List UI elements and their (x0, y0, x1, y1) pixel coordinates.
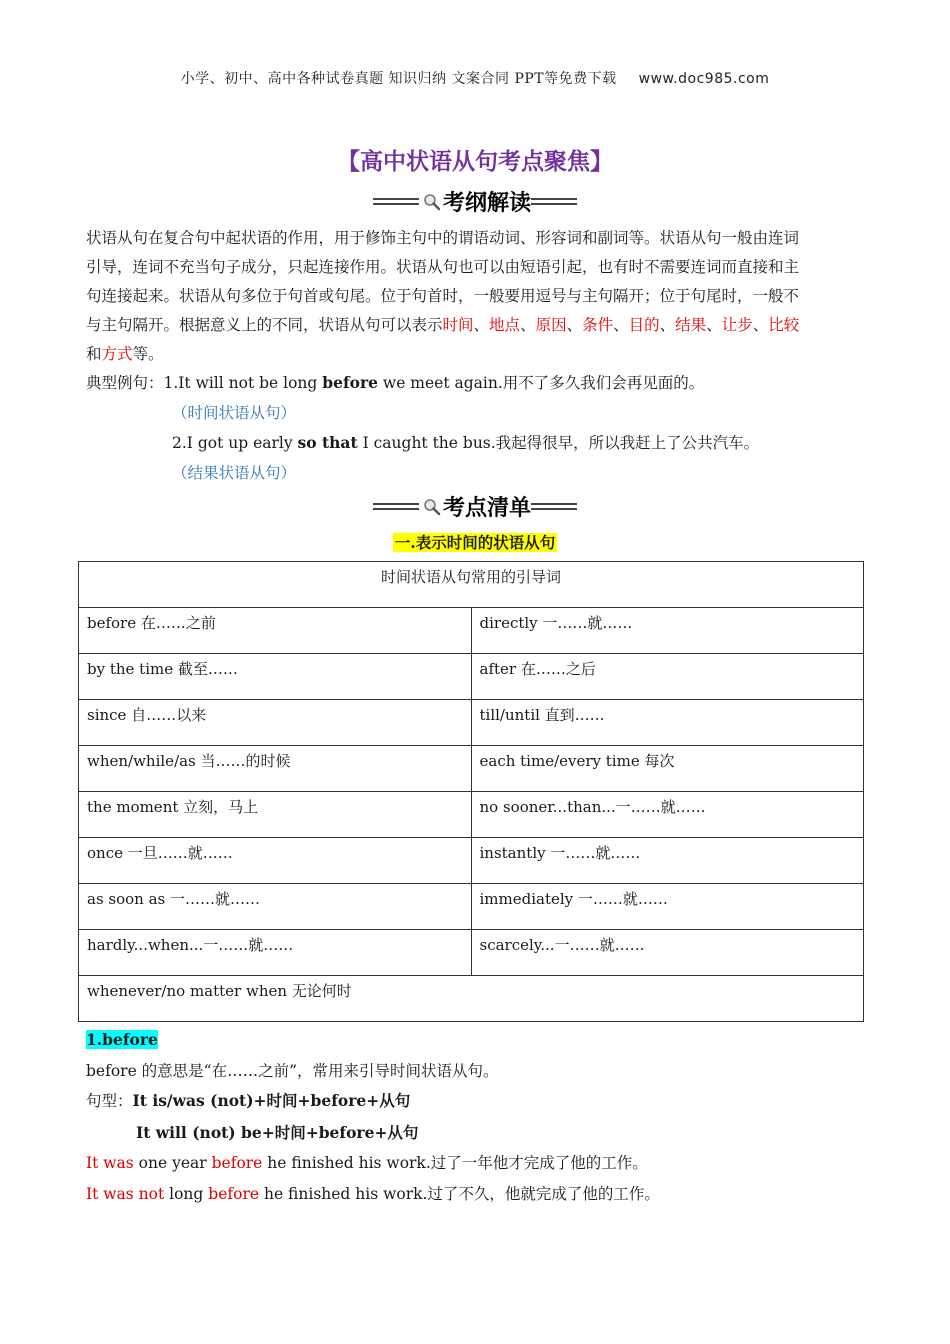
example-text: he finished his work.过了一年他才完成了他的工作。 (262, 1154, 648, 1172)
table-row (79, 746, 864, 792)
type-place: 地点 (489, 316, 521, 334)
table-cell: as soon as 一……就…… (79, 884, 472, 930)
subsection-title-text: 一.表示时间的状语从句 (394, 533, 556, 552)
section-heading-text: 考点清单 (442, 495, 531, 521)
table-cell: till/until 直到…… (471, 700, 864, 746)
example-keyword: before (322, 373, 378, 392)
type-result: 结果 (675, 316, 707, 334)
example-1 (86, 371, 704, 393)
separator: 、 (613, 316, 629, 334)
type-purpose: 目的 (628, 316, 660, 334)
paragraph-line (86, 340, 864, 369)
separator: 、 (706, 316, 722, 334)
section-heading-text: 考纲解读 (442, 190, 531, 216)
pattern-text: It is/was (not)+时间+before+从句 (132, 1091, 411, 1110)
example-text: we meet again.用不了多久我们会再见面的。 (378, 374, 705, 392)
double-rule-right (531, 503, 577, 510)
example-2 (172, 431, 759, 453)
table-cell: when/while/as 当……的时候 (79, 746, 472, 792)
table-row (79, 654, 864, 700)
type-concession: 让步 (721, 316, 753, 334)
table-row (79, 838, 864, 884)
separator: 、 (520, 316, 536, 334)
table-cell: directly 一……就…… (471, 608, 864, 654)
table-cell: scarcely...一……就…… (471, 930, 864, 976)
page-header (0, 68, 950, 88)
before-description: before 的意思是“在……之前”，常用来引导时间状语从句。 (86, 1062, 499, 1080)
end-word: 等。 (132, 345, 164, 363)
page-title: 【高中状语从句考点聚焦】 (337, 148, 613, 175)
type-manner: 方式 (101, 345, 133, 363)
pattern-text: It will (not) be+时间+before+从句 (136, 1123, 419, 1142)
table-header-cell: 时间状语从句常用的引导词 (79, 562, 864, 608)
paragraph-line: 状语从句在复合句中起状语的作用，用于修饰主句中的谓语动词、形容词和副词等。状语从句一般由连词 (86, 229, 800, 247)
table-cell: hardly...when...一……就…… (79, 930, 472, 976)
syllabus-paragraph (86, 224, 864, 369)
table-cell: the moment 立刻，马上 (79, 792, 472, 838)
before-example-1 (86, 1151, 648, 1173)
example-text: I caught the bus.我起得很早，所以我赶上了公共汽车。 (357, 434, 760, 452)
example-text: he finished his work.过了不久，他就完成了他的工作。 (259, 1185, 660, 1203)
table-cell: immediately 一……就…… (471, 884, 864, 930)
example-keyword: so that (297, 433, 358, 452)
type-reason: 原因 (535, 316, 567, 334)
double-rule-left (373, 503, 419, 510)
table-row (79, 700, 864, 746)
highlight-text: It was (86, 1154, 134, 1172)
table-row (79, 976, 864, 1022)
example-1-note: （时间状语从句） (172, 404, 297, 422)
highlight-text: It was not (86, 1185, 165, 1203)
double-rule-left (373, 198, 419, 205)
conjunction-table (78, 561, 864, 1022)
subsection-title (0, 531, 950, 553)
table-cell: since 自……以来 (79, 700, 472, 746)
header-text: 小学、初中、高中各种试卷真题 知识归纳 文案合同 PPT等免费下载 (180, 71, 617, 87)
table-cell: after 在……之后 (471, 654, 864, 700)
table-cell: each time/every time 每次 (471, 746, 864, 792)
table-row (79, 608, 864, 654)
header-site-link[interactable]: www.doc985.com (638, 71, 770, 87)
type-comparison: 比较 (768, 316, 800, 334)
table-cell: instantly 一……就…… (471, 838, 864, 884)
and-word: 和 (86, 345, 102, 363)
table-cell: no sooner...than...一……就…… (471, 792, 864, 838)
separator: 、 (473, 316, 490, 334)
pattern-label: 句型： (86, 1092, 133, 1110)
magnifier-icon (423, 498, 441, 516)
example-text: one year (133, 1154, 212, 1172)
table-cell: whenever/no matter when 无论何时 (79, 976, 864, 1022)
sentence-pattern-1 (86, 1089, 410, 1111)
example-text: long (164, 1185, 209, 1203)
example-text: 1.It will not be long (163, 374, 323, 392)
before-heading (86, 1030, 158, 1049)
separator: 、 (752, 316, 769, 334)
table-cell: once 一旦……就…… (79, 838, 472, 884)
magnifier-icon (423, 193, 441, 211)
type-condition: 条件 (582, 316, 614, 334)
table-row (79, 884, 864, 930)
table-row (79, 792, 864, 838)
section-heading-checklist (0, 491, 950, 522)
paragraph-line-text: 与主句隔开。根据意义上的不同，状语从句可以表示 (86, 316, 443, 334)
example-text: 2.I got up early (172, 434, 298, 452)
example-2-note: （结果状语从句） (172, 464, 297, 482)
separator: 、 (659, 316, 676, 334)
before-example-2 (86, 1182, 660, 1204)
table-cell: before 在……之前 (79, 608, 472, 654)
highlight-text: before (208, 1185, 260, 1203)
table-row (79, 930, 864, 976)
table-cell: by the time 截至…… (79, 654, 472, 700)
paragraph-line: 引导，连词不充当句子成分，只起连接作用。状语从句也可以由短语引起，也有时不需要连词而直接和主 (86, 258, 800, 276)
paragraph-line (86, 311, 864, 340)
paragraph-line: 句连接起来。状语从句多位于句首或句尾。位于句首时，一般要用逗号与主句隔开；位于句尾时，一般不 (86, 287, 800, 305)
type-time: 时间 (442, 316, 474, 334)
before-heading-text: 1.before (86, 1030, 158, 1049)
double-rule-right (531, 198, 577, 205)
separator: 、 (566, 316, 583, 334)
table-header-row (79, 562, 864, 608)
sentence-pattern-2 (136, 1121, 418, 1143)
section-heading-syllabus (0, 186, 950, 217)
examples-label: 典型例句： (86, 374, 164, 392)
highlight-text: before (211, 1154, 263, 1172)
